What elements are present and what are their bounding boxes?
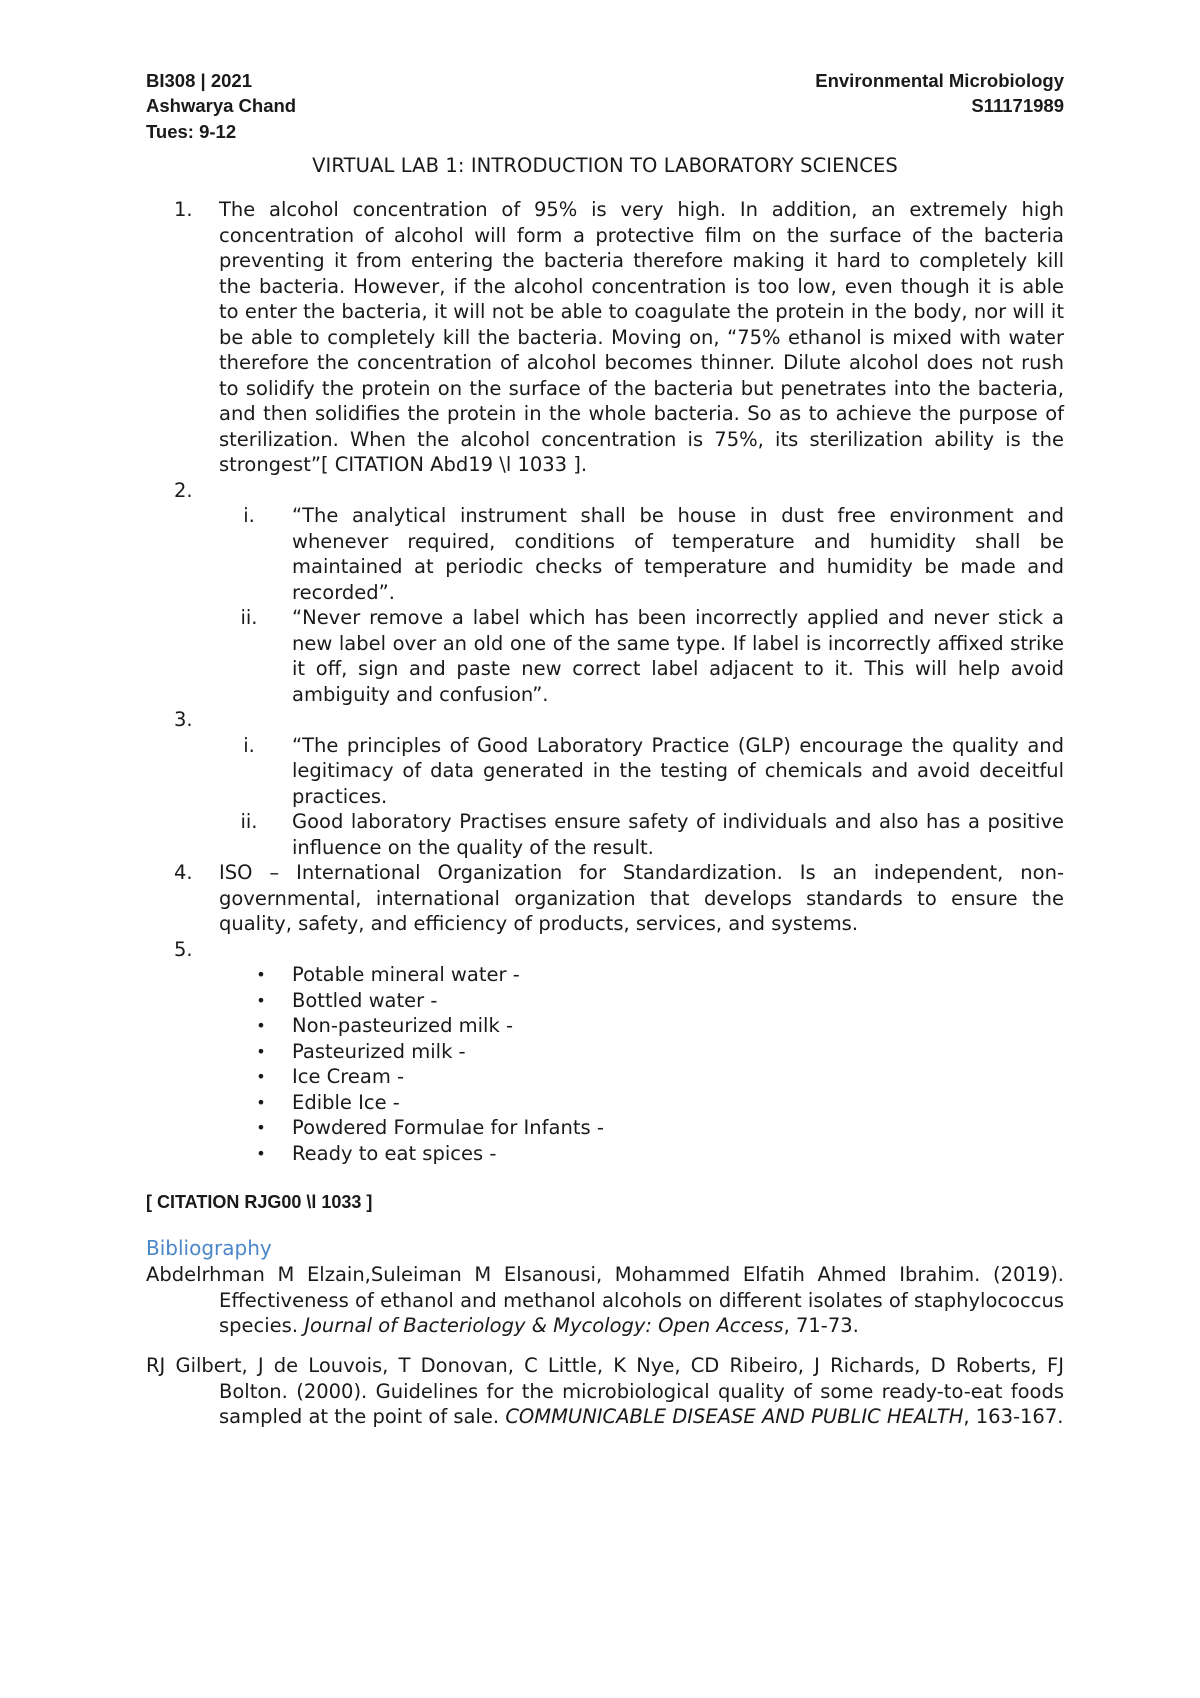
bibliography-heading: Bibliography: [146, 1236, 272, 1260]
sub-item-number: i.: [243, 504, 255, 527]
session-time: Tues: 9-12: [146, 121, 237, 142]
student-id: S11171989: [971, 95, 1064, 116]
ref-authors: RJ Gilbert, J de Louvois, T Donovan, C Little, K Nye, CD Ribeiro, J Richards, D Roberts, FJ Bolton. (2000). Guidelines for the microbiological quality of some ready-to-eat foods sampled at the point of sale.: [146, 1354, 1064, 1428]
ref-pages: , 71-73.: [783, 1314, 859, 1337]
list-item: • Bottled water -: [219, 988, 1064, 1014]
answer-number: 4.: [174, 861, 193, 884]
list-item: • Pasteurized milk -: [219, 1039, 1064, 1065]
sub-item: [219, 605, 1064, 707]
answer-4: [146, 860, 1064, 937]
ref-pages: , 163-167.: [963, 1405, 1064, 1428]
answer-5: [146, 937, 1064, 1167]
author-name: Ashwarya Chand: [146, 95, 297, 116]
sub-item-text: “Never remove a label which has been incorrectly applied and never stick a new label over an old one of the same type. If label is incorrectly affixed strike it off, sign and paste new correct label adjacent to it. This will help avoid ambiguity and confusion”.: [292, 606, 1064, 706]
sub-item-text: “The principles of Good Laboratory Practice (GLP) encourage the quality and legitimacy of data generated in the testing of chemicals and avoid deceitful practices.: [292, 733, 1064, 808]
answer-number: 5.: [174, 937, 193, 961]
answer-number: 1.: [174, 198, 193, 221]
answer-number: 3.: [174, 708, 193, 731]
answers-list: [146, 197, 1064, 1166]
sub-item: [219, 809, 1064, 860]
bibliography-entry: [146, 1262, 1064, 1339]
answer-1: [146, 197, 1064, 478]
bullet-icon: •: [256, 1092, 266, 1112]
sub-item-number: i.: [243, 733, 255, 757]
bullet-icon: •: [256, 1067, 266, 1086]
sub-item-text: Good laboratory Practises ensure safety of individuals and also has a positive influence on the quality of the result.: [292, 810, 1064, 859]
sub-item: [219, 733, 1064, 810]
answer-3: [146, 707, 1064, 860]
bullet-icon: •: [256, 1143, 266, 1163]
subject-name: Environmental Microbiology: [815, 70, 1064, 91]
answer-text: The alcohol concentration of 95% is very high. In addition, an extremely high concentration of alcohol will form a protective film on the surface of the bacteria preventing it from entering the bacteria therefore making it hard to completely kill the bacteria. However, if the alcohol concentration is too low, even though it is able to enter the bacteria, it will not be able to coagulate the protein in the body, nor will it be able to completely kill the bacteria. Moving on, “75% ethanol is mixed with water therefore the concentration of alcohol becomes thinner. Dilute alcohol does not rush to solidify the protein on the surface of the bacteria but penetrates into the bacteria, and then solidifies the protein in the whole bacteria. So as to achieve the purpose of sterilization. When the alcohol concentration is 75%, its sterilization ability is the strongest”[ CITATION Abd19 \l 1033 ].: [219, 198, 1064, 476]
list-item: • Edible Ice -: [219, 1090, 1064, 1116]
bullet-icon: •: [256, 965, 266, 984]
ref-journal: Journal of Bacteriology & Mycology: Open Access: [304, 1314, 784, 1337]
list-item: • Non-pasteurized milk -: [219, 1013, 1064, 1039]
sub-item: [219, 503, 1064, 605]
answer-text: ISO – International Organization for Standardization. Is an independent, non-governmental, international organization that develops standards to ensure the quality, safety, and efficiency of products, services, and systems.: [219, 861, 1064, 935]
bullet-icon: •: [256, 990, 266, 1010]
bullet-list: [219, 962, 1064, 1166]
bullet-icon: •: [256, 1016, 266, 1035]
answer-number: 2.: [174, 478, 193, 502]
sub-item-text: “The analytical instrument shall be house in dust free environment and whenever required, conditions of temperature and humidity shall be maintained at periodic checks of temperature and humidity be made and recorded”.: [292, 504, 1064, 604]
course-code: BI308 | 2021: [146, 70, 252, 91]
list-item: • Potable mineral water -: [219, 962, 1064, 988]
sub-item-number: ii.: [240, 606, 258, 629]
bullet-icon: •: [256, 1118, 266, 1137]
answer-2: [146, 478, 1064, 708]
list-item: • Powdered Formulae for Infants -: [219, 1115, 1064, 1141]
list-item: • Ice Cream -: [219, 1064, 1064, 1090]
bullet-icon: •: [256, 1041, 266, 1061]
citation-field: [ CITATION RJG00 \l 1033 ]: [146, 1192, 373, 1212]
bibliography-entry: [146, 1353, 1064, 1430]
ref-authors: Abdelrhman M Elzain,Suleiman M Elsanousi, Mohammed Elfatih Ahmed Ibrahim. (2019). Effectiveness of ethanol and methanol alcohols on different isolates of staphylococcus species.: [146, 1263, 1064, 1337]
page-title: VIRTUAL LAB 1: INTRODUCTION TO LABORATORY SCIENCES: [312, 154, 898, 177]
sub-item-number: ii.: [240, 810, 258, 833]
ref-journal: COMMUNICABLE DISEASE AND PUBLIC HEALTH: [505, 1405, 964, 1428]
list-item: • Ready to eat spices -: [219, 1141, 1064, 1167]
